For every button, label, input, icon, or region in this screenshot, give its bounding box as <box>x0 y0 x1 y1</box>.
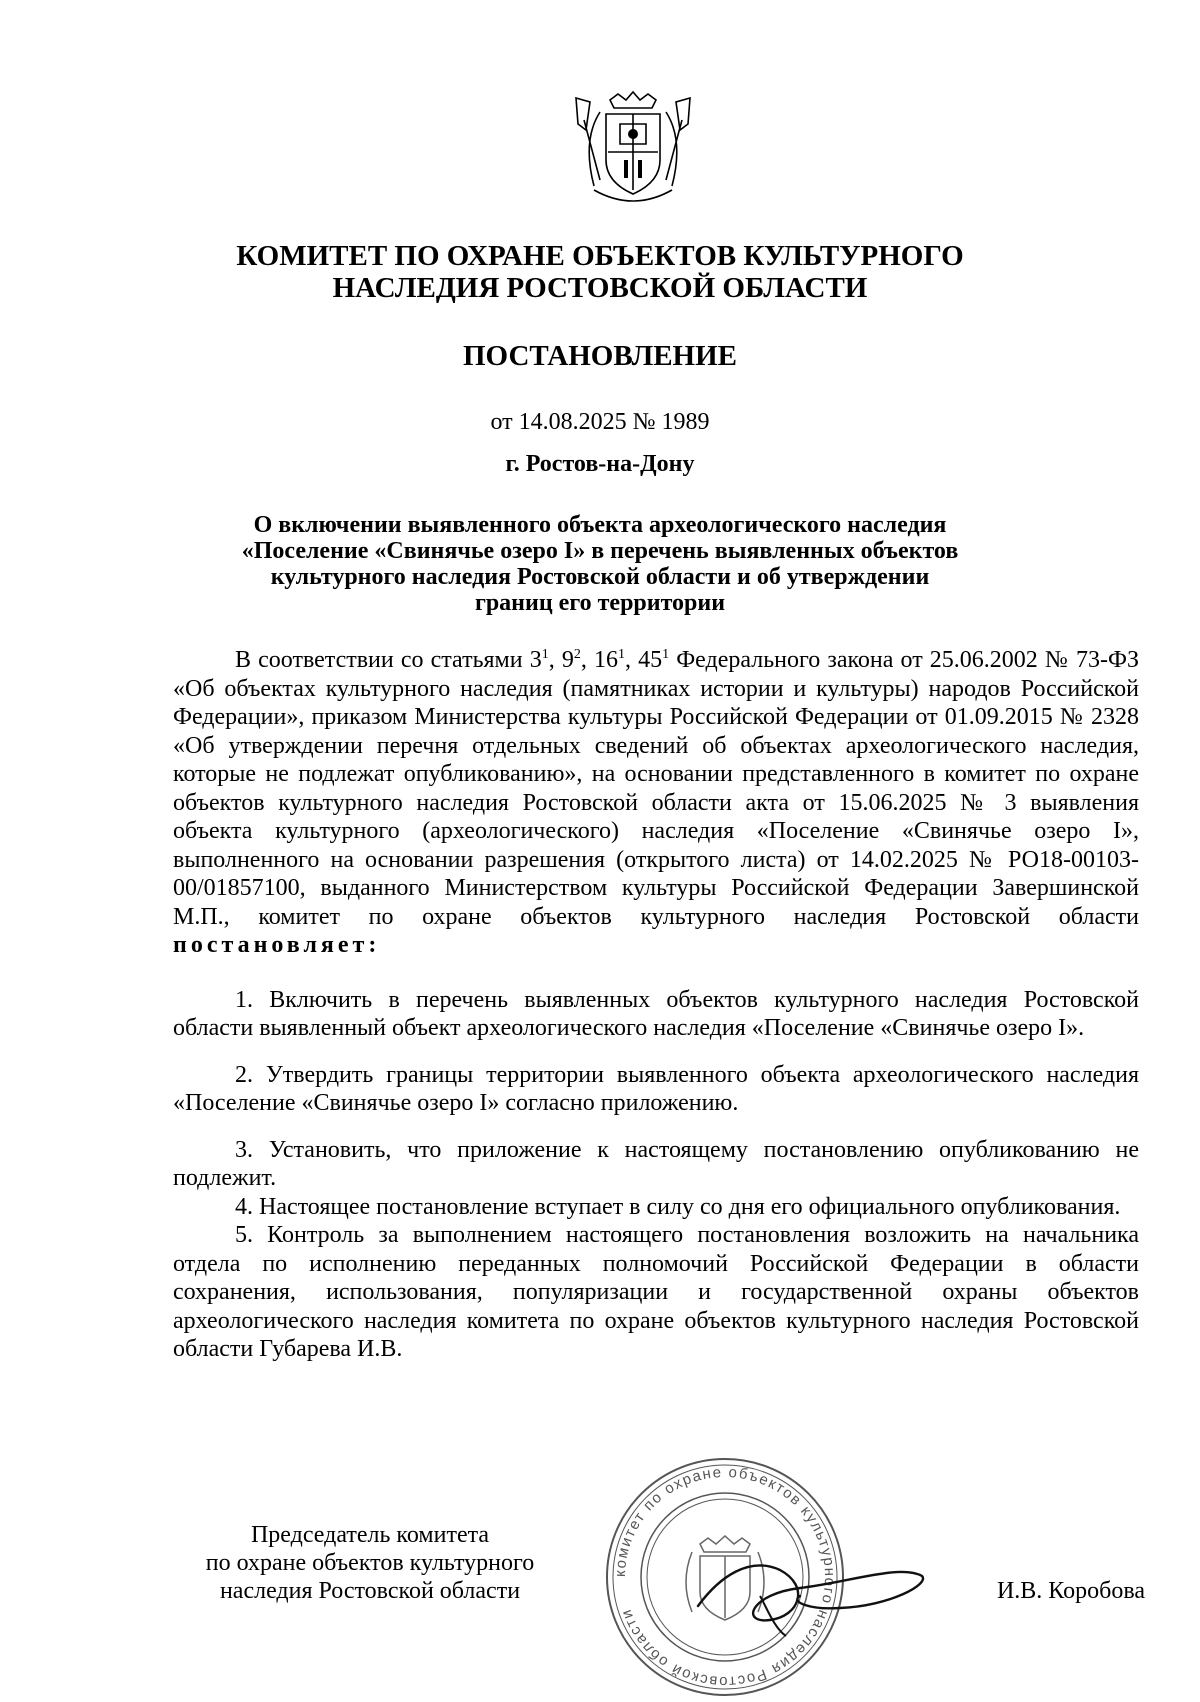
article-superscript-2: 2 <box>573 647 581 662</box>
subject-line-2: «Поселение «Свинячье озеро I» в перечень выявленных объектов <box>241 538 959 564</box>
preamble-paragraph <box>173 646 1139 960</box>
resolves-keyword: постановляет: <box>173 932 381 958</box>
preamble-text-4: , 45 <box>624 647 663 673</box>
document-type: ПОСТАНОВЛЕНИЕ <box>462 340 737 372</box>
preamble-text-1: В соответствии со статьями 3 <box>235 647 542 673</box>
signatory-title-line-2: по охране объектов культурного <box>205 1550 535 1576</box>
coat-of-arms-emblem <box>560 90 706 208</box>
organization-line-2: НАСЛЕДИЯ РОСТОВСКОЙ ОБЛАСТИ <box>332 272 868 304</box>
resolution-item-4: 4. Настоящее постановление вступает в силу со дня его официального опубликования. <box>235 1193 1121 1220</box>
article-superscript-4: 1 <box>662 647 670 662</box>
subject-line-1: О включении выявленного объекта археологического наследия <box>253 512 947 538</box>
signatory-title <box>170 1521 570 1605</box>
seal-ring-text: комитет по охране объектов культурного наследия Ростовской области <box>611 1463 839 1691</box>
signatory-title-line-1: Председатель комитета <box>250 1522 490 1548</box>
subject-line-3: культурного наследия Ростовской области и об утверждении <box>270 564 930 590</box>
article-superscript-3: 1 <box>617 647 625 662</box>
organization-name <box>150 240 1050 304</box>
document-subject <box>200 512 1000 616</box>
document-city: г. Ростов-на-Дону <box>505 451 695 477</box>
subject-line-4: границ его территории <box>474 590 726 616</box>
document-body <box>173 646 1139 1364</box>
document-date-number: от 14.08.2025 № 1989 <box>490 409 710 435</box>
preamble-text-5: Федерального закона от 25.06.2002 № 73-ФЗ «Об объектах культурного наследия (памятниках истории и культуры) народов Российской Федерации», приказом Министерства культуры Российской Федерации от 01.09.2015 № 2328 «Об утверждении перечня отдельных сведений об объектах археологического наследия, которые не подлежат опубликованию», на основании представленного в комитет по охране объектов культурного наследия Ростовской области акта от 15.06.2025 № 3 выявления объекта культурного (археологического) наследия «Поселение «Свинячье озеро I», выполненного на основании разрешения (открытого листа) от 14.02.2025 № РО18-00103-00/01857100, выданного Министерством культуры Российской Федерации Завершинской М.П., комитет по охране объектов культурного наследия Ростовской области <box>173 647 1140 930</box>
handwritten-signature <box>690 1536 930 1646</box>
resolution-item-5: 5. Контроль за выполнением настоящего постановления возложить на начальника отдела по исполнению переданных полномочий Российской Федерации в области сохранения, использования, популяризации и государственной охраны объектов археологического наследия комитета по охране объектов культурного наследия Ростовской области Губарева И.В. <box>173 1222 1139 1362</box>
preamble-text-3: , 16 <box>580 647 618 673</box>
signatory-title-line-3: наследия Ростовской области <box>219 1578 521 1604</box>
organization-line-1: КОМИТЕТ ПО ОХРАНЕ ОБЪЕКТОВ КУЛЬТУРНОГО <box>236 240 964 272</box>
article-superscript-1: 1 <box>541 647 549 662</box>
resolution-item-3: 3. Установить, что приложение к настоящему постановлению опубликованию не подлежит. <box>173 1136 1139 1191</box>
resolution-item-2: 2. Утвердить границы территории выявленного объекта археологического наследия «Поселение «Свинячье озеро I» согласно приложению. <box>173 1061 1139 1116</box>
preamble-text-2: , 9 <box>548 647 574 673</box>
resolution-item-1: 1. Включить в перечень выявленных объектов культурного наследия Ростовской области выявленный объект археологического наследия «Поселение «Свинячье озеро I». <box>173 986 1139 1041</box>
signatory-name: И.В. Коробова <box>996 1578 1145 1604</box>
